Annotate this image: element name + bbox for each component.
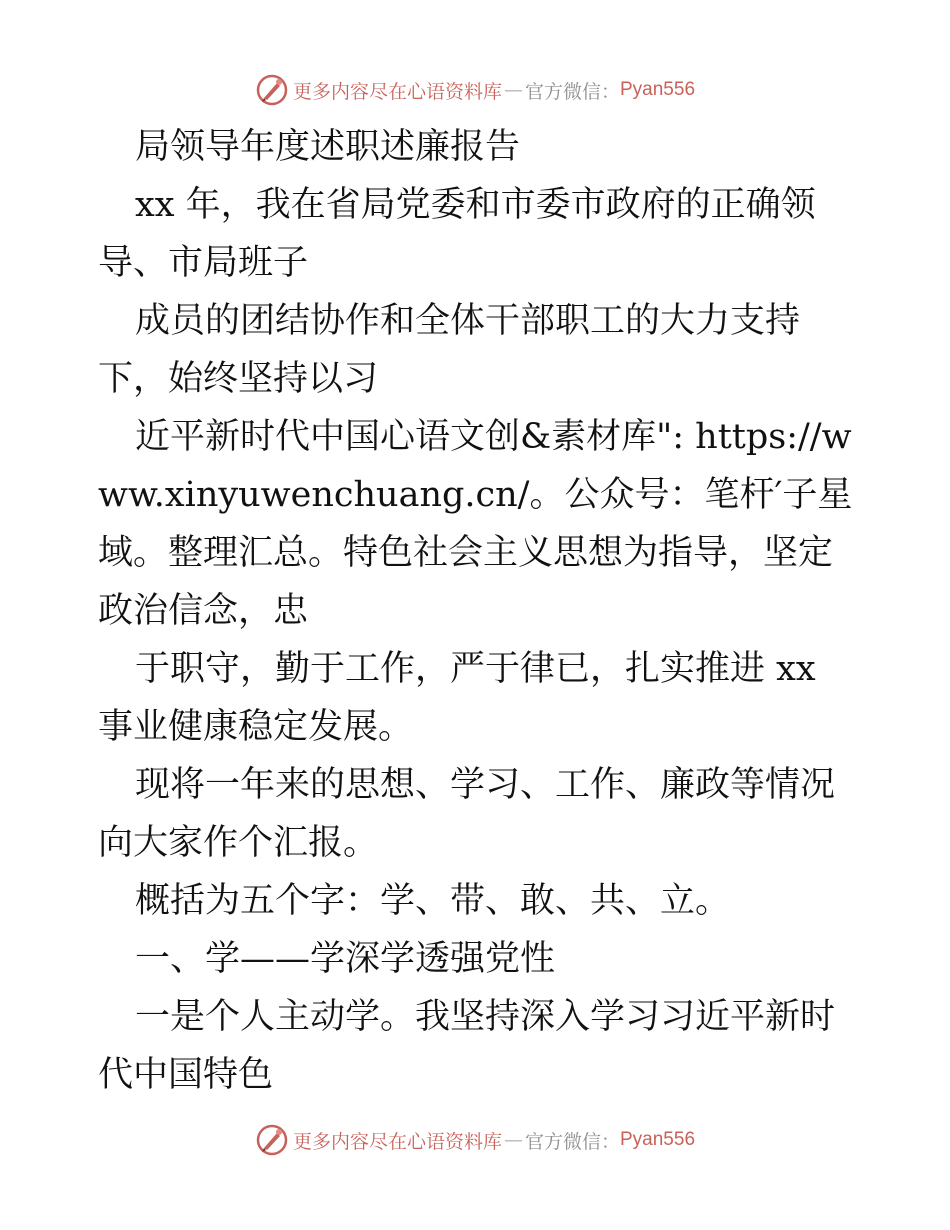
paragraph: 成员的团结协作和全体干部职工的大力支持下，始终坚持以习 [98,301,801,399]
paragraph: 近平新时代中国心语文创&素材库": https://www.xinyuwenchuang.cn/。公众号：笔杆′子星域。整理汇总。特色社会主义思想为指导，坚定政治信念，忠 [98,417,853,631]
banner-separator: — [503,79,523,101]
paragraph: 现将一年来的思想、学习、工作、廉政等情况向大家作个汇报。 [98,765,836,863]
document-body [98,118,858,1104]
header-watermark-banner [0,70,950,110]
footer-watermark-banner [0,1120,950,1160]
paragraph: xx 年，我在省局党委和市委市政府的正确领导、市局班子 [98,185,816,283]
document-title: 局领导年度述职述廉报告 [135,127,521,167]
banner-brand-text: 更多内容尽在心语资料库 [292,80,502,103]
paragraph: 概括为五个字：学、带、敢、共、立。 [135,881,731,921]
banner-official-label: 官方微信： [524,1130,620,1153]
banner-brand-text: 更多内容尽在心语资料库 [292,1130,502,1153]
pen-logo-icon [255,1123,289,1157]
paragraph: 于职守，勤于工作，严于律已，扎实推进 xx 事业健康稳定发展。 [98,649,816,747]
section-heading: 一、学——学深学透强党性 [135,939,556,979]
paragraph: 一是个人主动学。我坚持深入学习习近平新时代中国特色 [98,997,836,1095]
pen-logo-icon [255,73,289,107]
banner-official-label: 官方微信： [524,80,620,103]
banner-wechat-id: Pyan556 [620,79,696,100]
banner-wechat-id: Pyan556 [620,1129,696,1150]
banner-separator: — [503,1129,523,1151]
